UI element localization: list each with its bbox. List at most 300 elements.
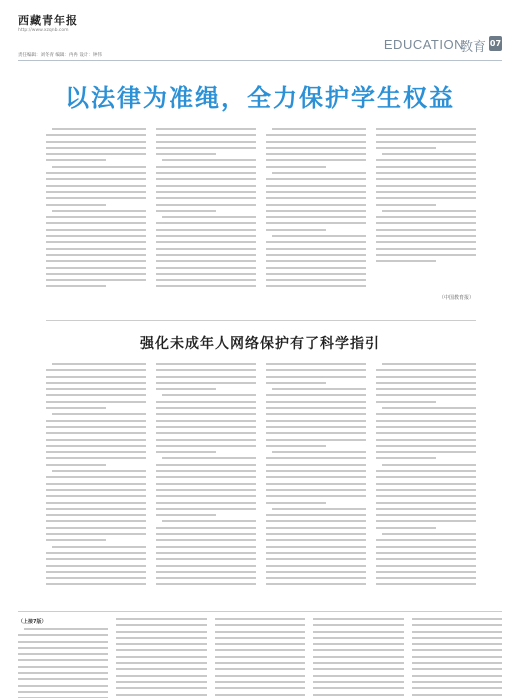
text-line <box>18 634 108 636</box>
text-line <box>215 643 305 645</box>
text-line <box>156 147 256 149</box>
text-line <box>46 185 146 187</box>
text-line <box>376 420 476 422</box>
text-line <box>46 483 146 485</box>
text-line <box>266 539 366 541</box>
text-line <box>376 502 476 504</box>
text-line <box>266 489 366 491</box>
text-line <box>266 445 326 447</box>
text-line <box>215 656 305 658</box>
text-line <box>52 470 146 472</box>
text-line <box>313 675 403 677</box>
text-line <box>376 483 476 485</box>
text-line <box>266 552 366 554</box>
text-line <box>412 675 502 677</box>
text-line <box>376 141 476 143</box>
text-line <box>18 659 108 661</box>
text-line <box>266 197 366 199</box>
text-line <box>46 552 146 554</box>
text-line <box>313 643 403 645</box>
text-line <box>266 229 326 231</box>
text-line <box>156 197 256 199</box>
text-line <box>215 668 305 670</box>
text-line <box>382 407 476 409</box>
text-line <box>376 489 476 491</box>
text-line <box>376 457 436 459</box>
text-line <box>156 210 216 212</box>
text-line <box>313 662 403 664</box>
text-line <box>52 128 146 130</box>
text-line <box>46 172 146 174</box>
text-line <box>266 577 366 579</box>
text-line <box>156 185 256 187</box>
text-line <box>412 681 502 683</box>
text-line <box>412 668 502 670</box>
text-line <box>376 546 476 548</box>
text-line <box>116 649 206 651</box>
text-line <box>266 134 366 136</box>
text-line <box>46 285 106 287</box>
text-line <box>266 279 366 281</box>
text-line <box>46 457 146 459</box>
article3-column <box>412 618 502 698</box>
text-line <box>46 558 146 560</box>
text-line <box>46 267 146 269</box>
text-line <box>215 675 305 677</box>
text-line <box>266 401 366 403</box>
text-line <box>156 191 256 193</box>
text-line <box>266 141 366 143</box>
text-line <box>156 267 256 269</box>
text-line <box>412 643 502 645</box>
text-line <box>116 618 206 620</box>
text-line <box>376 241 476 243</box>
text-line <box>46 153 146 155</box>
text-line <box>272 388 366 390</box>
text-line <box>266 546 366 548</box>
text-line <box>46 134 146 136</box>
text-line <box>215 631 305 633</box>
text-line <box>156 382 256 384</box>
text-line <box>162 159 256 161</box>
text-line <box>266 533 366 535</box>
text-line <box>272 451 366 453</box>
text-line <box>46 382 146 384</box>
text-line <box>376 376 476 378</box>
text-line <box>215 681 305 683</box>
text-line <box>46 439 146 441</box>
text-line <box>266 248 366 250</box>
text-line <box>156 128 256 130</box>
text-line <box>156 502 256 504</box>
text-line <box>215 687 305 689</box>
text-line <box>266 147 366 149</box>
text-line <box>412 694 502 696</box>
text-line <box>46 141 146 143</box>
text-line <box>215 649 305 651</box>
text-line <box>382 153 476 155</box>
text-line <box>46 279 146 281</box>
article2-column <box>156 363 256 603</box>
text-line <box>376 128 476 130</box>
text-line <box>215 662 305 664</box>
text-line <box>18 672 108 674</box>
text-line <box>52 166 146 168</box>
text-line <box>266 204 366 206</box>
text-line <box>46 159 106 161</box>
text-line <box>266 420 366 422</box>
text-line <box>46 407 106 409</box>
text-line <box>266 369 366 371</box>
text-line <box>266 565 366 567</box>
text-line <box>266 464 366 466</box>
text-line <box>46 527 146 529</box>
text-line <box>376 520 476 522</box>
text-line <box>46 204 106 206</box>
secondary-headline: 强化未成年人网络保护有了科学指引 <box>140 336 380 352</box>
text-line <box>266 382 326 384</box>
text-line <box>46 565 146 567</box>
text-line <box>46 191 146 193</box>
text-line <box>266 178 366 180</box>
text-line <box>156 451 216 453</box>
text-line <box>156 166 256 168</box>
article1-column <box>46 128 146 303</box>
text-line <box>412 624 502 626</box>
text-line <box>376 178 476 180</box>
text-line <box>266 558 366 560</box>
article-divider <box>46 320 476 321</box>
text-line <box>376 388 476 390</box>
text-line <box>156 470 256 472</box>
text-line <box>215 624 305 626</box>
text-line <box>156 565 256 567</box>
text-line <box>156 229 256 231</box>
text-line <box>156 260 256 262</box>
text-line <box>376 229 476 231</box>
section-title-en: EDUCATION <box>383 37 464 52</box>
article3-column <box>18 618 108 698</box>
text-line <box>382 533 476 535</box>
text-line <box>313 637 403 639</box>
text-line <box>52 546 146 548</box>
text-line <box>266 185 366 187</box>
text-line <box>156 539 256 541</box>
text-line <box>376 451 476 453</box>
text-line <box>46 235 146 237</box>
text-line <box>272 508 366 510</box>
text-line <box>156 273 256 275</box>
text-line <box>156 285 256 287</box>
text-line <box>266 260 366 262</box>
text-line <box>266 495 366 497</box>
text-line <box>156 546 256 548</box>
text-line <box>382 464 476 466</box>
text-line <box>18 653 108 655</box>
text-line <box>46 464 106 466</box>
page-number-badge: 07 <box>489 36 502 51</box>
text-line <box>376 401 436 403</box>
text-line <box>116 637 206 639</box>
text-line <box>376 565 476 567</box>
text-line <box>376 539 476 541</box>
text-line <box>46 229 146 231</box>
text-line <box>376 147 436 149</box>
text-line <box>156 172 256 174</box>
text-line <box>266 571 366 573</box>
text-line <box>313 681 403 683</box>
text-line <box>52 210 146 212</box>
text-line <box>156 445 256 447</box>
article3-column <box>116 618 206 698</box>
text-line <box>266 483 366 485</box>
text-line <box>376 445 476 447</box>
text-line <box>46 394 146 396</box>
text-line <box>156 178 256 180</box>
text-line <box>313 687 403 689</box>
text-line <box>412 649 502 651</box>
text-line <box>52 413 146 415</box>
text-line <box>156 426 256 428</box>
article3-column <box>313 618 403 698</box>
text-line <box>156 577 256 579</box>
text-line <box>156 235 256 237</box>
text-line <box>313 656 403 658</box>
text-line <box>376 394 476 396</box>
text-line <box>313 618 403 620</box>
text-line <box>266 363 366 365</box>
text-line <box>18 685 108 687</box>
text-line <box>156 388 216 390</box>
article1-column <box>266 128 366 303</box>
text-line <box>313 668 403 670</box>
text-line <box>156 369 256 371</box>
text-line <box>156 222 256 224</box>
text-line <box>46 254 146 256</box>
text-line <box>46 432 146 434</box>
article3-column <box>215 618 305 698</box>
text-line <box>266 191 366 193</box>
text-line <box>266 153 366 155</box>
text-line <box>116 694 206 696</box>
text-line <box>156 432 256 434</box>
text-line <box>376 254 476 256</box>
article2-body <box>46 363 476 603</box>
text-line <box>18 641 108 643</box>
article2-column <box>46 363 146 603</box>
text-line <box>156 413 256 415</box>
text-line <box>46 495 146 497</box>
text-line <box>412 662 502 664</box>
article1-column <box>376 128 476 303</box>
article1-body <box>46 128 476 303</box>
text-line <box>156 464 256 466</box>
text-line <box>376 159 476 161</box>
text-line <box>272 128 366 130</box>
text-line <box>156 483 256 485</box>
text-line <box>156 134 256 136</box>
text-line <box>46 520 146 522</box>
text-line <box>266 432 366 434</box>
text-line <box>156 153 216 155</box>
text-line <box>24 628 108 630</box>
text-line <box>266 527 366 529</box>
text-line <box>266 273 366 275</box>
text-line <box>156 495 256 497</box>
text-line <box>266 457 366 459</box>
text-line <box>156 571 256 573</box>
text-line <box>162 520 256 522</box>
text-line <box>46 222 146 224</box>
text-line <box>156 376 256 378</box>
text-line <box>46 248 146 250</box>
article1-byline: （中国教育报） <box>438 295 474 301</box>
text-line <box>266 222 366 224</box>
text-line <box>266 470 366 472</box>
text-line <box>46 197 146 199</box>
text-line <box>376 222 476 224</box>
text-line <box>376 172 476 174</box>
text-line <box>162 216 256 218</box>
text-line <box>266 267 366 269</box>
text-line <box>156 583 256 585</box>
text-line <box>116 643 206 645</box>
text-line <box>376 583 476 585</box>
text-line <box>46 451 146 453</box>
text-line <box>266 583 366 585</box>
text-line <box>266 166 326 168</box>
section-title-cn: 教育 <box>459 40 486 55</box>
text-line <box>46 426 146 428</box>
text-line <box>156 476 256 478</box>
text-line <box>376 527 436 529</box>
text-line <box>376 508 476 510</box>
text-line <box>18 678 108 680</box>
text-line <box>266 426 366 428</box>
text-line <box>376 260 436 262</box>
text-line <box>18 647 108 649</box>
text-line <box>215 694 305 696</box>
text-line <box>116 662 206 664</box>
text-line <box>156 141 256 143</box>
text-line <box>46 445 146 447</box>
text-line <box>376 514 476 516</box>
text-line <box>18 691 108 693</box>
text-line <box>266 376 366 378</box>
article3-body <box>18 618 502 698</box>
text-line <box>156 241 256 243</box>
text-line <box>266 413 366 415</box>
text-line <box>266 514 366 516</box>
text-line <box>412 637 502 639</box>
text-line <box>215 618 305 620</box>
text-line <box>376 191 476 193</box>
text-line <box>116 675 206 677</box>
masthead <box>18 8 502 58</box>
text-line <box>376 558 476 560</box>
text-line <box>376 413 476 415</box>
header-divider <box>18 60 502 61</box>
text-line <box>376 369 476 371</box>
text-line <box>376 552 476 554</box>
text-line <box>116 631 206 633</box>
article2-column <box>376 363 476 603</box>
text-line <box>46 533 146 535</box>
text-line <box>46 420 146 422</box>
text-line <box>46 388 146 390</box>
text-line <box>46 508 146 510</box>
text-line <box>52 363 146 365</box>
text-line <box>266 407 366 409</box>
text-line <box>156 248 256 250</box>
text-line <box>46 514 146 516</box>
text-line <box>156 439 256 441</box>
text-line <box>116 681 206 683</box>
text-line <box>376 134 476 136</box>
text-line <box>46 489 146 491</box>
text-line <box>156 527 256 529</box>
text-line <box>382 363 476 365</box>
text-line <box>376 204 436 206</box>
editor-credits: 责任编辑：刘冬青 编辑：冉冉 设计：钟伟 <box>18 53 102 58</box>
text-line <box>46 539 106 541</box>
text-line <box>46 216 146 218</box>
text-line <box>116 687 206 689</box>
text-line <box>46 476 146 478</box>
text-line <box>376 432 476 434</box>
text-line <box>266 394 366 396</box>
text-line <box>156 254 256 256</box>
main-headline: 以法律为准绳，全力保护学生权益 <box>65 84 455 112</box>
text-line <box>156 514 216 516</box>
text-line <box>376 166 476 168</box>
text-line <box>156 533 256 535</box>
article1-column <box>156 128 256 303</box>
text-line <box>266 159 366 161</box>
text-line <box>116 624 206 626</box>
text-line <box>46 571 146 573</box>
text-line <box>313 694 403 696</box>
text-line <box>156 204 256 206</box>
text-line <box>266 210 366 212</box>
text-line <box>162 457 256 459</box>
text-line <box>313 649 403 651</box>
text-line <box>156 401 256 403</box>
text-line <box>266 502 326 504</box>
text-line <box>272 235 366 237</box>
text-line <box>376 577 476 579</box>
text-line <box>376 185 476 187</box>
text-line <box>156 508 256 510</box>
text-line <box>376 216 476 218</box>
text-line <box>376 426 476 428</box>
text-line <box>156 407 256 409</box>
text-line <box>376 382 476 384</box>
text-line <box>156 420 256 422</box>
text-line <box>412 631 502 633</box>
text-line <box>266 254 366 256</box>
text-line <box>376 571 476 573</box>
text-line <box>116 668 206 670</box>
text-line <box>266 520 366 522</box>
text-line <box>46 273 146 275</box>
text-line <box>272 172 366 174</box>
text-line <box>156 489 256 491</box>
text-line <box>46 147 146 149</box>
text-line <box>46 376 146 378</box>
text-line <box>376 476 476 478</box>
text-line <box>266 216 366 218</box>
